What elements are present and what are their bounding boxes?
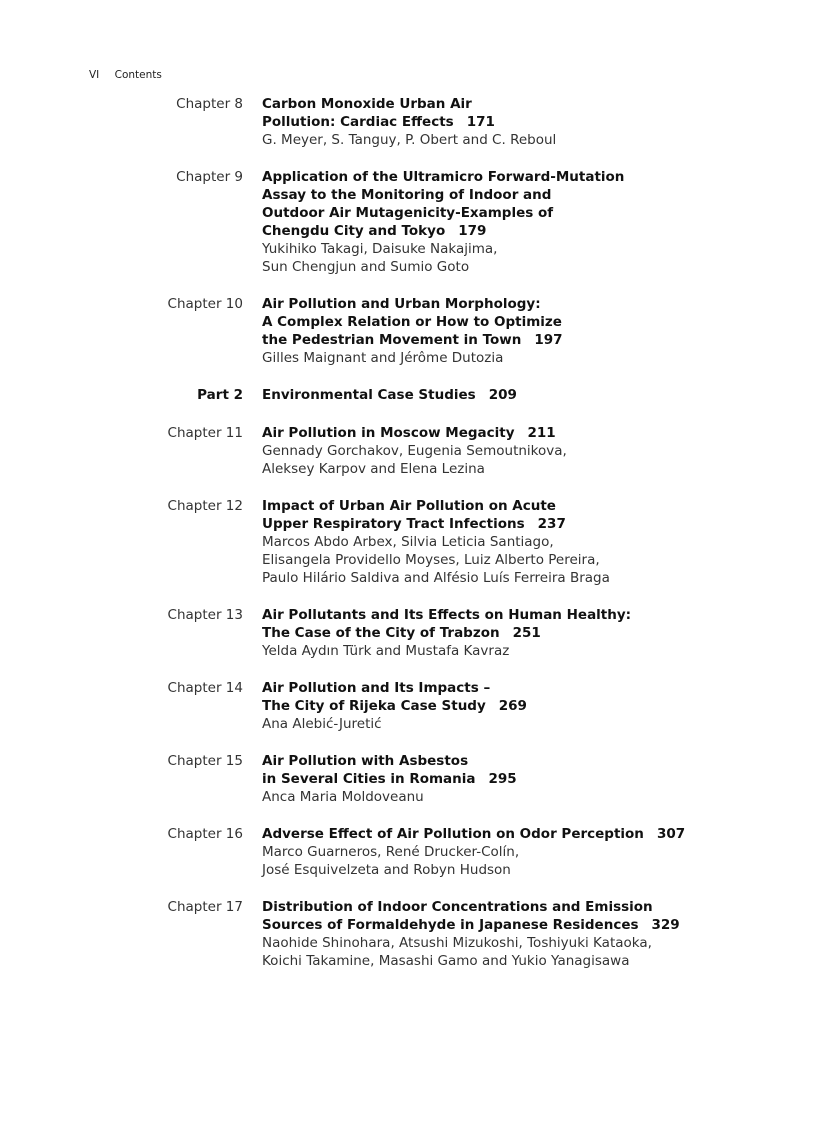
- chapter-title-text: Impact of Urban Air Pollution on Acute: [262, 498, 556, 514]
- chapter-title-text: The Case of the City of Trabzon: [262, 625, 500, 641]
- chapter-title-line: [262, 679, 732, 697]
- section-title: Contents: [114, 69, 162, 81]
- author-line: Ana Alebić-Juretić: [262, 716, 382, 732]
- table-of-contents: [0, 95, 816, 989]
- chapter-label: Chapter 10: [167, 296, 243, 312]
- chapter-title-line: [262, 606, 732, 624]
- entry-body: [262, 825, 732, 879]
- chapter-title-line: [262, 752, 732, 770]
- chapter-title-line: [262, 331, 732, 349]
- author-line: Gilles Maignant and Jérôme Dutozia: [262, 350, 504, 366]
- chapter-label: Chapter 14: [167, 680, 243, 696]
- page-number: 179: [458, 223, 487, 239]
- chapter-title-text: Upper Respiratory Tract Infections: [262, 516, 525, 532]
- chapter-title-line: [262, 697, 732, 715]
- chapter-title-line: [262, 168, 732, 186]
- page-number: 171: [466, 114, 495, 130]
- page-number: 197: [534, 332, 563, 348]
- author-line: Marcos Abdo Arbex, Silvia Leticia Santiago,: [262, 534, 554, 550]
- chapter-title-line: [262, 295, 732, 313]
- author-line: Sun Chengjun and Sumio Goto: [262, 259, 470, 275]
- page-number: 251: [512, 625, 541, 641]
- page-number: 237: [537, 516, 566, 532]
- page-number: 307: [656, 826, 686, 842]
- chapter-label: Chapter 9: [176, 169, 243, 185]
- entry-body: [262, 424, 732, 478]
- chapter-title-line: [262, 497, 732, 515]
- toc-chapter-entry: [0, 497, 816, 587]
- page-number: 269: [498, 698, 527, 714]
- chapter-title-line: [262, 424, 732, 442]
- chapter-label: Chapter 11: [167, 425, 243, 441]
- chapter-title-text: Outdoor Air Mutagenicity-Examples of: [262, 205, 554, 221]
- toc-chapter-entry: [0, 295, 816, 367]
- toc-chapter-entry: [0, 679, 816, 733]
- author-line: Paulo Hilário Saldiva and Alfésio Luís Ferreira Braga: [262, 570, 610, 586]
- author-line: G. Meyer, S. Tanguy, P. Obert and C. Reboul: [262, 132, 557, 148]
- page-number: 209: [488, 387, 517, 403]
- chapter-title-line: [262, 770, 732, 788]
- toc-chapter-entry: [0, 752, 816, 806]
- chapter-title-line: [262, 204, 732, 222]
- author-line: Koichi Takamine, Masashi Gamo and Yukio Yanagisawa: [262, 953, 630, 969]
- entry-body: [262, 606, 732, 660]
- chapter-label: Chapter 15: [167, 753, 243, 769]
- chapter-title-line: [262, 222, 732, 240]
- author-line: Yelda Aydın Türk and Mustafa Kavraz: [262, 643, 510, 659]
- entry-body: [262, 168, 732, 276]
- chapter-title-text: in Several Cities in Romania: [262, 771, 476, 787]
- chapter-label: Chapter 12: [167, 498, 243, 514]
- toc-chapter-entry: [0, 95, 816, 149]
- chapter-title-text: Air Pollutants and Its Effects on Human Healthy:: [262, 607, 632, 623]
- chapter-title-text: The City of Rijeka Case Study: [262, 698, 486, 714]
- chapter-title-line: [262, 898, 732, 916]
- chapter-title-text: Air Pollution and Its Impacts –: [262, 680, 491, 696]
- toc-part-entry: [0, 386, 816, 404]
- author-line: Anca Maria Moldoveanu: [262, 789, 424, 805]
- entry-body: [262, 752, 732, 806]
- author-line: Aleksey Karpov and Elena Lezina: [262, 461, 485, 477]
- chapter-title-text: Sources of Formaldehyde in Japanese Residences: [262, 917, 639, 933]
- toc-chapter-entry: [0, 606, 816, 660]
- author-line: Marco Guarneros, René Drucker-Colín,: [262, 844, 520, 860]
- entry-body: [262, 95, 732, 149]
- entry-body: [262, 898, 732, 970]
- chapter-title-line: [262, 624, 732, 642]
- chapter-title-line: [262, 313, 732, 331]
- part-label: Part 2: [197, 387, 243, 403]
- entry-body: [262, 386, 732, 404]
- chapter-label: Chapter 16: [167, 826, 243, 842]
- chapter-title-text: Environmental Case Studies: [262, 387, 476, 403]
- chapter-title-text: Distribution of Indoor Concentrations and Emission: [262, 899, 653, 915]
- chapter-title-text: Air Pollution with Asbestos: [262, 753, 469, 769]
- chapter-title-text: Adverse Effect of Air Pollution on Odor Perception: [262, 826, 644, 842]
- chapter-title-line: [262, 515, 732, 533]
- chapter-title-text: Application of the Ultramicro Forward-Mutation: [262, 169, 625, 185]
- chapter-title-text: Air Pollution in Moscow Megacity: [262, 425, 515, 441]
- chapter-title-text: Air Pollution and Urban Morphology:: [262, 296, 541, 312]
- toc-chapter-entry: [0, 898, 816, 970]
- chapter-label: Chapter 17: [167, 899, 243, 915]
- author-line: José Esquivelzeta and Robyn Hudson: [262, 862, 511, 878]
- chapter-title-line: [262, 113, 732, 131]
- author-line: Elisangela Providello Moyses, Luiz Alberto Pereira,: [262, 552, 600, 568]
- chapter-title-line: [262, 95, 732, 113]
- chapter-title-line: [262, 825, 732, 843]
- chapter-title-text: Carbon Monoxide Urban Air: [262, 96, 472, 112]
- chapter-title-text: A Complex Relation or How to Optimize: [262, 314, 562, 330]
- chapter-label: Chapter 8: [176, 96, 243, 112]
- entry-body: [262, 679, 732, 733]
- toc-chapter-entry: [0, 424, 816, 478]
- entry-body: [262, 295, 732, 367]
- page-number: 329: [651, 917, 680, 933]
- chapter-title-line: [262, 186, 732, 204]
- author-line: Gennady Gorchakov, Eugenia Semoutnikova,: [262, 443, 567, 459]
- page-number: 295: [488, 771, 517, 787]
- chapter-title-line: [262, 386, 732, 404]
- chapter-title-text: the Pedestrian Movement in Town: [262, 332, 522, 348]
- page-folio: VI: [89, 69, 100, 81]
- chapter-title-line: [262, 916, 732, 934]
- entry-body: [262, 497, 732, 587]
- running-head: [89, 69, 162, 81]
- chapter-title-text: Chengdu City and Tokyo: [262, 223, 446, 239]
- author-line: Yukihiko Takagi, Daisuke Nakajima,: [262, 241, 498, 257]
- chapter-label: Chapter 13: [167, 607, 243, 623]
- author-line: Naohide Shinohara, Atsushi Mizukoshi, Toshiyuki Kataoka,: [262, 935, 652, 951]
- page-number: 211: [527, 425, 556, 441]
- toc-chapter-entry: [0, 825, 816, 879]
- chapter-title-text: Pollution: Cardiac Effects: [262, 114, 454, 130]
- toc-chapter-entry: [0, 168, 816, 276]
- chapter-title-text: Assay to the Monitoring of Indoor and: [262, 187, 552, 203]
